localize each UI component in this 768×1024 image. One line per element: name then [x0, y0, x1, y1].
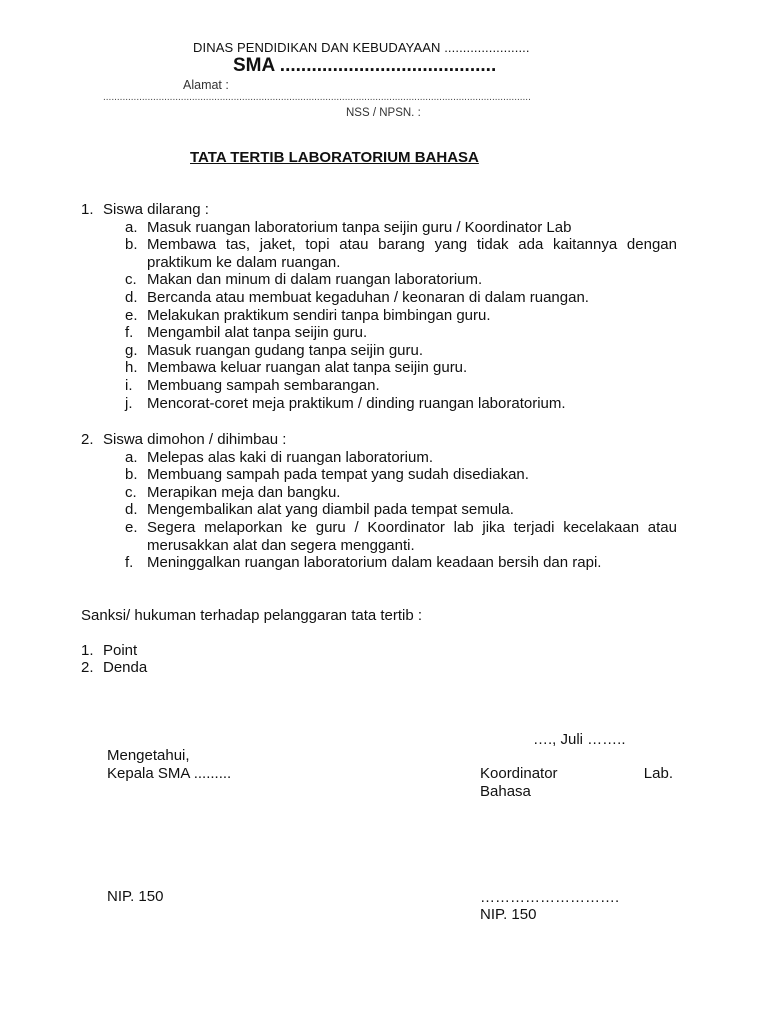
signature-left-line2: Kepala SMA ......... — [107, 765, 232, 782]
list-item — [125, 271, 677, 289]
item-text: Meninggalkan ruangan laboratorium dalam keadaan bersih dan rapi. — [147, 554, 602, 572]
item-text: Melakukan praktikum sendiri tanpa bimbingan guru. — [147, 306, 491, 324]
item-letter: h. — [125, 359, 138, 377]
item-text: Segera melaporkan ke guru / Koordinator lab jika terjadi kecelakaan atau merusakkan alat dan segera mengganti. — [147, 518, 677, 554]
header-alamat: Alamat : — [183, 78, 229, 92]
list-item — [125, 395, 677, 413]
section-2-list — [125, 449, 677, 572]
header-address-dots: .......................................................................................................................................................... — [103, 92, 531, 103]
item-letter: b. — [125, 466, 138, 484]
section-number: 1. — [81, 201, 94, 218]
section-heading-text: Siswa dilarang : — [103, 201, 209, 218]
item-text: Membawa tas, jaket, topi atau barang yang tidak ada kaitannya dengan praktikum ke dalam ruangan. — [147, 236, 677, 271]
item-text: Merapikan meja dan bangku. — [147, 483, 341, 501]
item-letter: b. — [125, 236, 138, 254]
section-1 — [81, 201, 677, 412]
section-1-heading — [81, 201, 677, 219]
item-text: Point — [103, 641, 138, 659]
item-letter: c. — [125, 483, 137, 501]
item-text: Masuk ruangan laboratorium tanpa seijin guru / Koordinator Lab — [147, 218, 572, 236]
signature-right-dots: ………………………. — [480, 889, 620, 906]
document-title: TATA TERTIB LABORATORIUM BAHASA — [190, 149, 479, 166]
item-letter: f. — [125, 324, 134, 342]
signature-left-line1: Mengetahui, — [107, 747, 190, 764]
item-number: 1. — [81, 641, 94, 659]
list-item — [125, 519, 677, 554]
list-item — [125, 554, 677, 572]
list-item — [81, 642, 677, 660]
list-item — [125, 484, 677, 502]
nip-right: NIP. 150 — [480, 906, 537, 923]
list-item — [125, 466, 677, 484]
item-letter: c. — [125, 271, 137, 289]
item-text: Bercanda atau membuat kegaduhan / keonaran di dalam ruangan. — [147, 288, 589, 306]
nip-left: NIP. 150 — [107, 888, 164, 905]
item-text: Melepas alas kaki di ruangan laboratorium. — [147, 448, 433, 466]
item-letter: a. — [125, 218, 138, 236]
list-item — [125, 501, 677, 519]
sanksi-heading: Sanksi/ hukuman terhadap pelanggaran tata tertib : — [81, 607, 423, 624]
list-item — [125, 359, 677, 377]
list-item — [81, 659, 677, 677]
list-item — [125, 449, 677, 467]
item-text: Makan dan minum di dalam ruangan laboratorium. — [147, 271, 483, 289]
list-item — [125, 289, 677, 307]
header-dinas: DINAS PENDIDIKAN DAN KEBUDAYAAN ....................... — [193, 40, 530, 55]
signature-right-word1: Koordinator — [480, 765, 558, 782]
signature-right-line2: Bahasa — [480, 783, 531, 800]
item-letter: e. — [125, 306, 138, 324]
item-letter: a. — [125, 448, 138, 466]
list-item — [125, 324, 677, 342]
date-line: …., Juli …….. — [533, 731, 626, 748]
list-item — [125, 377, 677, 395]
list-item — [125, 307, 677, 325]
item-text: Membawa keluar ruangan alat tanpa seijin guru. — [147, 359, 468, 377]
list-item — [125, 219, 677, 237]
item-text: Membuang sampah sembarangan. — [147, 376, 380, 394]
section-number: 2. — [81, 431, 94, 448]
item-letter: j. — [125, 394, 133, 412]
item-letter: i. — [125, 376, 133, 394]
sanksi-section — [81, 607, 677, 677]
section-2 — [81, 431, 677, 572]
item-text: Membuang sampah pada tempat yang sudah disediakan. — [147, 466, 529, 484]
item-text: Mencorat-coret meja praktikum / dinding ruangan laboratorium. — [147, 394, 566, 412]
section-1-list — [125, 219, 677, 413]
item-letter: d. — [125, 288, 138, 306]
item-text: Denda — [103, 659, 148, 677]
item-text: Masuk ruangan gudang tanpa seijin guru. — [147, 341, 424, 359]
header-nss: NSS / NPSN. : — [346, 107, 421, 119]
signature-right-line1 — [480, 765, 673, 782]
section-heading-text: Siswa dimohon / dihimbau : — [103, 431, 287, 448]
header-sma: SMA ......................................... — [233, 55, 497, 76]
item-number: 2. — [81, 659, 94, 677]
signature-right-word2: Lab. — [643, 765, 673, 782]
section-2-heading — [81, 431, 677, 449]
item-letter: g. — [125, 341, 138, 359]
list-item — [125, 342, 677, 360]
item-letter: d. — [125, 501, 138, 519]
item-letter: f. — [125, 554, 134, 572]
item-letter: e. — [125, 518, 138, 536]
item-text: Mengambil alat tanpa seijin guru. — [147, 324, 368, 342]
item-text: Mengembalikan alat yang diambil pada tempat semula. — [147, 501, 514, 519]
list-item — [125, 236, 677, 271]
